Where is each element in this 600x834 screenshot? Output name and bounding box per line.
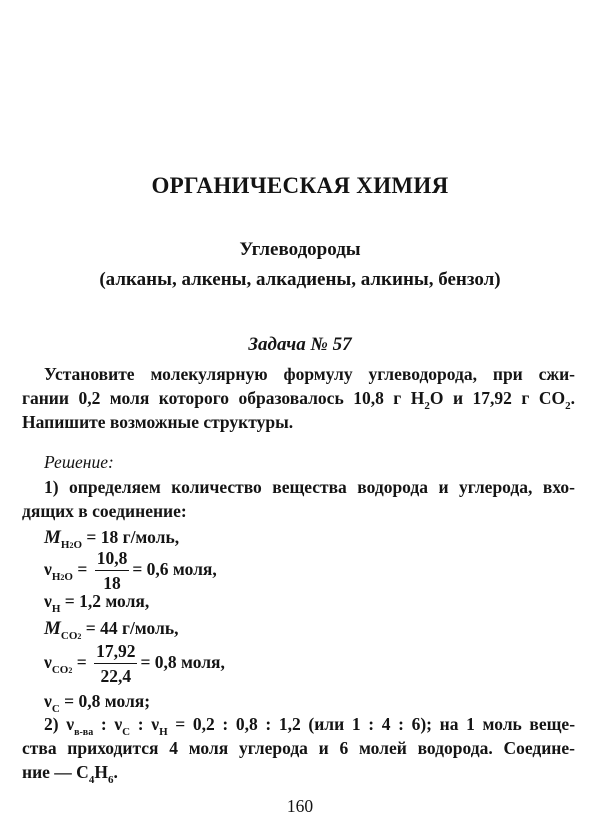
problem-line-3: Напишите возможные структуры. xyxy=(22,412,294,432)
sub: 2 xyxy=(60,573,65,582)
symbol: ν xyxy=(44,591,52,611)
symbol: ν xyxy=(44,691,52,711)
sub: в-ва xyxy=(74,727,94,738)
value: = 44 г/моль, xyxy=(81,618,179,638)
problem-title: Задача № 57 xyxy=(248,334,352,355)
sub: 2 xyxy=(69,541,74,550)
denominator: 18 xyxy=(103,573,121,594)
subscript: 2 xyxy=(424,400,430,412)
sub: CO xyxy=(60,630,78,642)
subsection-title: Углеводороды xyxy=(239,239,361,260)
solution-label: Решение: xyxy=(44,452,114,472)
value: = 0,8 моля; xyxy=(59,691,151,711)
sub: C xyxy=(51,703,60,715)
sub: O xyxy=(73,539,83,551)
step2-line-2: ства приходится 4 моля углерода и 6 молей водорода. Соедине- xyxy=(22,738,575,758)
formula-nu-h xyxy=(44,591,150,615)
text: ние — C xyxy=(22,762,89,782)
symbol: ν xyxy=(44,559,52,579)
sub: H xyxy=(51,571,61,583)
numerator: 17,92 xyxy=(94,639,137,664)
step1-line-2: дящих в соединение: xyxy=(22,501,187,521)
subscript: 2 xyxy=(565,400,571,412)
formula-nu-co2 xyxy=(44,638,225,688)
text: O и 17,92 г CO xyxy=(429,388,566,408)
fraction xyxy=(94,639,137,688)
sub: H xyxy=(51,603,61,615)
sub: H xyxy=(60,539,70,551)
text: гании 0,2 моля которого образовалось 10,8 г H xyxy=(22,388,425,408)
symbol: ν xyxy=(66,714,75,734)
text: : xyxy=(93,714,115,734)
sub: C xyxy=(122,726,131,738)
value: = 0,6 моля, xyxy=(132,559,217,579)
sub: 2 xyxy=(68,666,73,675)
symbol: ν xyxy=(114,714,123,734)
text: : xyxy=(130,714,152,734)
sub: CO xyxy=(51,664,69,676)
problem-line-2 xyxy=(22,388,575,412)
sub: 4 xyxy=(88,774,95,786)
symbol: M xyxy=(44,527,61,548)
text: 2) xyxy=(44,714,67,734)
text: H xyxy=(94,762,108,782)
value: = 0,8 моля, xyxy=(140,652,225,672)
text: . xyxy=(113,762,118,782)
problem-line-1: Установите молекулярную формулу углеводорода, при сжи- xyxy=(44,364,575,384)
step2-line-3 xyxy=(22,762,118,786)
text: . xyxy=(570,388,575,408)
sub: 6 xyxy=(107,774,114,786)
page-number: 160 xyxy=(286,796,314,816)
formula-nu-h2o xyxy=(44,545,217,595)
numerator: 10,8 xyxy=(95,546,130,571)
sub: 2 xyxy=(77,632,82,641)
fraction xyxy=(95,546,130,595)
value: = 18 г/моль, xyxy=(82,527,180,547)
step2-line-1 xyxy=(44,714,576,738)
section-title: ОРГАНИЧЕСКАЯ ХИМИЯ xyxy=(151,173,449,198)
sub: H xyxy=(159,726,168,738)
subsection-subtitle: (алканы, алкены, алкадиены, алкины, бензол) xyxy=(99,269,501,290)
value: = 1,2 моля, xyxy=(60,591,150,611)
formula-m-co2 xyxy=(44,618,179,642)
text: = 0,2 : 0,8 : 1,2 (или 1 : 4 : 6); на 1 моль веще- xyxy=(167,714,576,734)
eq: = xyxy=(72,652,92,672)
step1-line-1: 1) определяем количество вещества водорода и углерода, вхо- xyxy=(44,477,575,497)
sub: O xyxy=(64,571,73,583)
symbol: M xyxy=(44,618,61,639)
formula-nu-c xyxy=(44,691,151,715)
symbol: ν xyxy=(44,652,52,672)
eq: = xyxy=(72,559,92,579)
symbol: ν xyxy=(151,714,160,734)
denominator: 22,4 xyxy=(100,666,132,687)
